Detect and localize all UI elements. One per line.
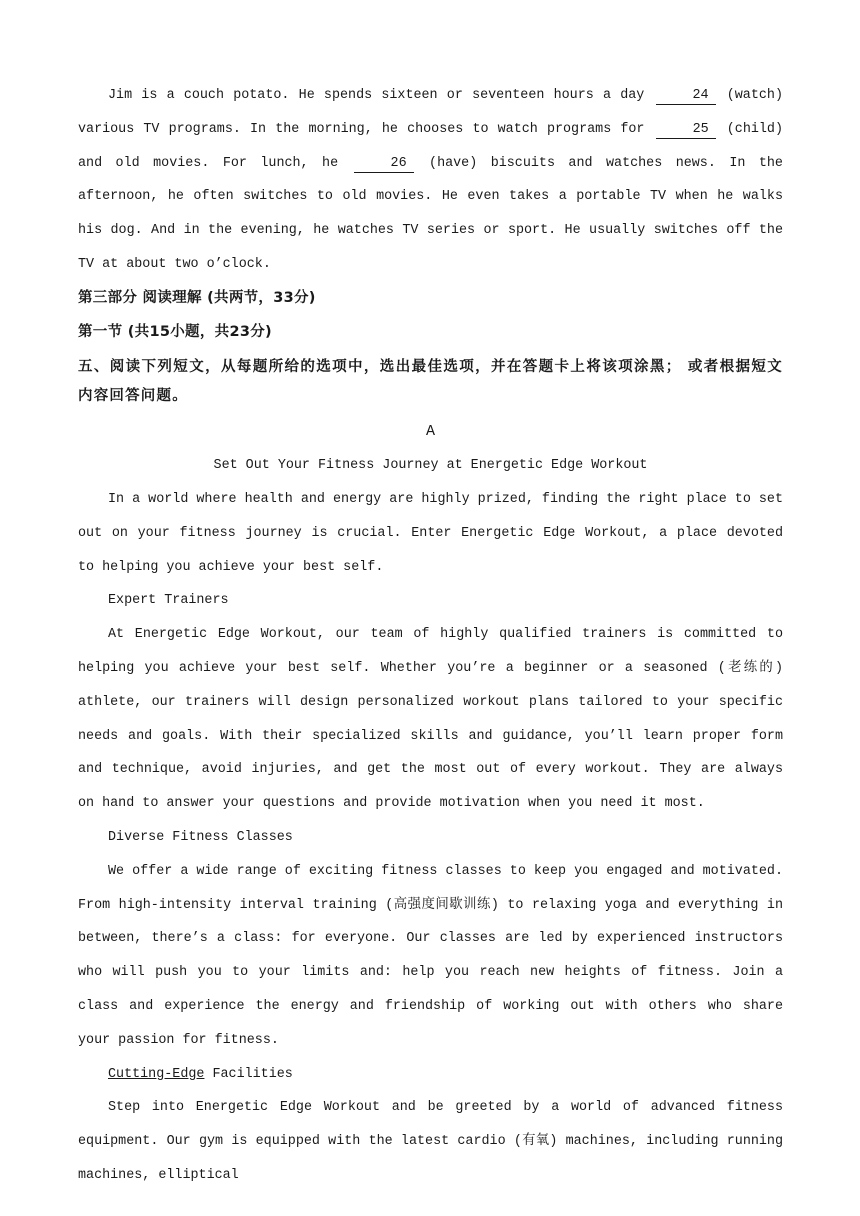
underlined-phrase: Cutting-Edge: [108, 1066, 205, 1082]
document-page: [78, 79, 783, 1193]
cloze-text-3: (child) and old movies. For lunch, he: [78, 121, 783, 171]
blank-25: 25: [656, 122, 716, 139]
subheading-facilities: [78, 1058, 783, 1092]
passage-letter: A: [425, 423, 435, 441]
cloze-paragraph: [78, 79, 783, 282]
subheading-facilities-rest: Facilities: [204, 1066, 293, 1082]
passage-intro: In a world where health and energy are highly prized, finding the right place to set out on your fitness journey is crucial. Enter Energetic Edge Workout, a place devoted to helping you achieve your best self.: [78, 491, 783, 575]
paragraph-classes: We offer a wide range of exciting fitness classes to keep you engaged and motivated. From high-intensity interval training (高强度间歇训练) to relaxing yoga and everything in between, there’s a class: for everyone. Our classes are led by experienced instructors who will push you to your limits and: help you reach new heights of fitness. Join a class and experience the energy and friendship of working out with others who share your passion for fitness.: [78, 863, 783, 1048]
cloze-text-4: (have) biscuits and watches news. In the afternoon, he often switches to old movies. He even takes a portable TV when he walks his dog. And in the evening, he watches TV series or sport. He usually switches off the TV at about two o’clock.: [78, 155, 783, 272]
cloze-text-1: Jim is a couch potato. He spends sixteen or seventeen hours a day: [108, 88, 645, 103]
passage-title: Set Out Your Fitness Journey at Energetic Edge Workout: [213, 458, 648, 474]
instruction-text: 五、阅读下列短文，从每题所给的选项中，选出最佳选项，并在答题卡上将该项涂黑； 或者根据短文内容回答问题。: [78, 359, 783, 405]
blank-26: 26: [354, 156, 414, 173]
paragraph-trainers: At Energetic Edge Workout, our team of highly qualified trainers is committed to helping you achieve your best self. Whether you’re a beginner or a seasoned (老练的) athlete, our trainers will design personalized workout plans tailored to your specific needs and goals. With their specialized skills and guidance, you’ll learn proper form and technique, avoid injuries, and get the most out of every workout. They are always on hand to answer your questions and provide motivation when you need it most.: [78, 627, 783, 812]
paragraph-facilities: Step into Energetic Edge Workout and be greeted by a world of advanced fitness equipment. Our gym is equipped with the latest cardio (有氧) machines, including running machines, elliptical: [78, 1100, 783, 1183]
blank-24: 24: [656, 88, 716, 105]
cloze-text-2: (watch) various TV programs. In the morning, he chooses to watch programs for: [78, 88, 783, 137]
section-heading: 第一节 (共15小题，共23分): [78, 323, 272, 340]
subheading-expert-trainers: Expert Trainers: [108, 593, 229, 609]
part-heading: 第三部分 阅读理解 (共两节，33分): [78, 289, 316, 306]
subheading-fitness-classes: Diverse Fitness Classes: [108, 829, 293, 845]
